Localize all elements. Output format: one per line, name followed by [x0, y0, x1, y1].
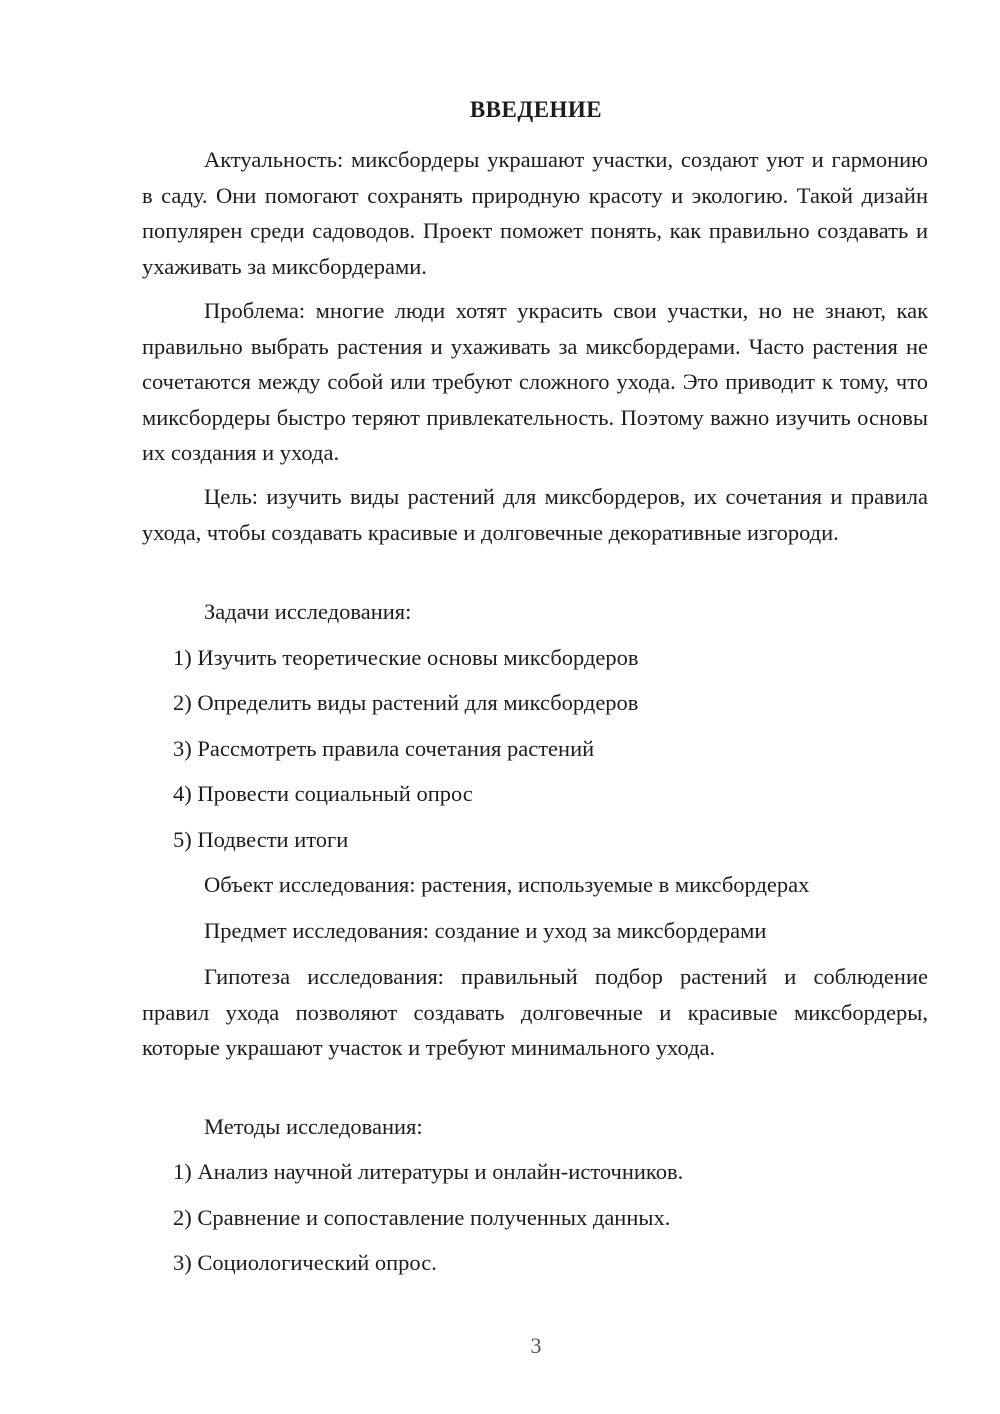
goal-paragraph: Цель: изучить виды растений для миксбордеров, их сочетания и правила ухода, чтобы создавать красивые и долговечные декоративные изгороди. — [142, 484, 928, 545]
problem-paragraph: Проблема: многие люди хотят украсить свои участки, но не знают, как правильно выбрать растения и ухаживать за миксбордерами. Часто растения не сочетаются между собой или требуют сложного ухода. Это приводит к тому, что миксбордеры быстро теряют привлекательность. Поэтому важно изучить основы их создания и ухода. — [142, 298, 928, 465]
subject-line: Предмет исследования: создание и уход за миксбордерами — [204, 918, 767, 943]
tasks-title: Задачи исследования: — [204, 599, 412, 624]
task-item: 4) Провести социальный опрос — [173, 781, 473, 806]
task-item: 3) Рассмотреть правила сочетания растений — [173, 736, 595, 761]
task-item: 5) Подвести итоги — [173, 827, 349, 852]
method-item: 3) Социологический опрос. — [173, 1250, 437, 1275]
hypothesis-paragraph: Гипотеза исследования: правильный подбор растений и соблюдение правил ухода позволяют создавать долговечные и красивые миксбордеры, которые украшают участок и требуют минимального ухода. — [142, 964, 928, 1060]
relevance-paragraph: Актуальность: миксбордеры украшают участки, создают уют и гармонию в саду. Они помогают сохранять природную красоту и экологию. Такой дизайн популярен среди садоводов. Проект поможет понять, как правильно создавать и ухаживать за миксбордерами. — [142, 147, 928, 279]
page-title: ВВЕДЕНИЕ — [469, 97, 603, 122]
task-item: 1) Изучить теоретические основы миксбордеров — [173, 645, 639, 670]
page-number: 3 — [530, 1333, 542, 1358]
method-item: 2) Сравнение и сопоставление полученных данных. — [173, 1205, 671, 1230]
methods-title: Методы исследования: — [204, 1114, 423, 1139]
method-item: 1) Анализ научной литературы и онлайн-источников. — [173, 1159, 684, 1184]
task-item: 2) Определить виды растений для миксбордеров — [173, 690, 639, 715]
object-line: Объект исследования: растения, используемые в миксбордерах — [204, 872, 810, 897]
